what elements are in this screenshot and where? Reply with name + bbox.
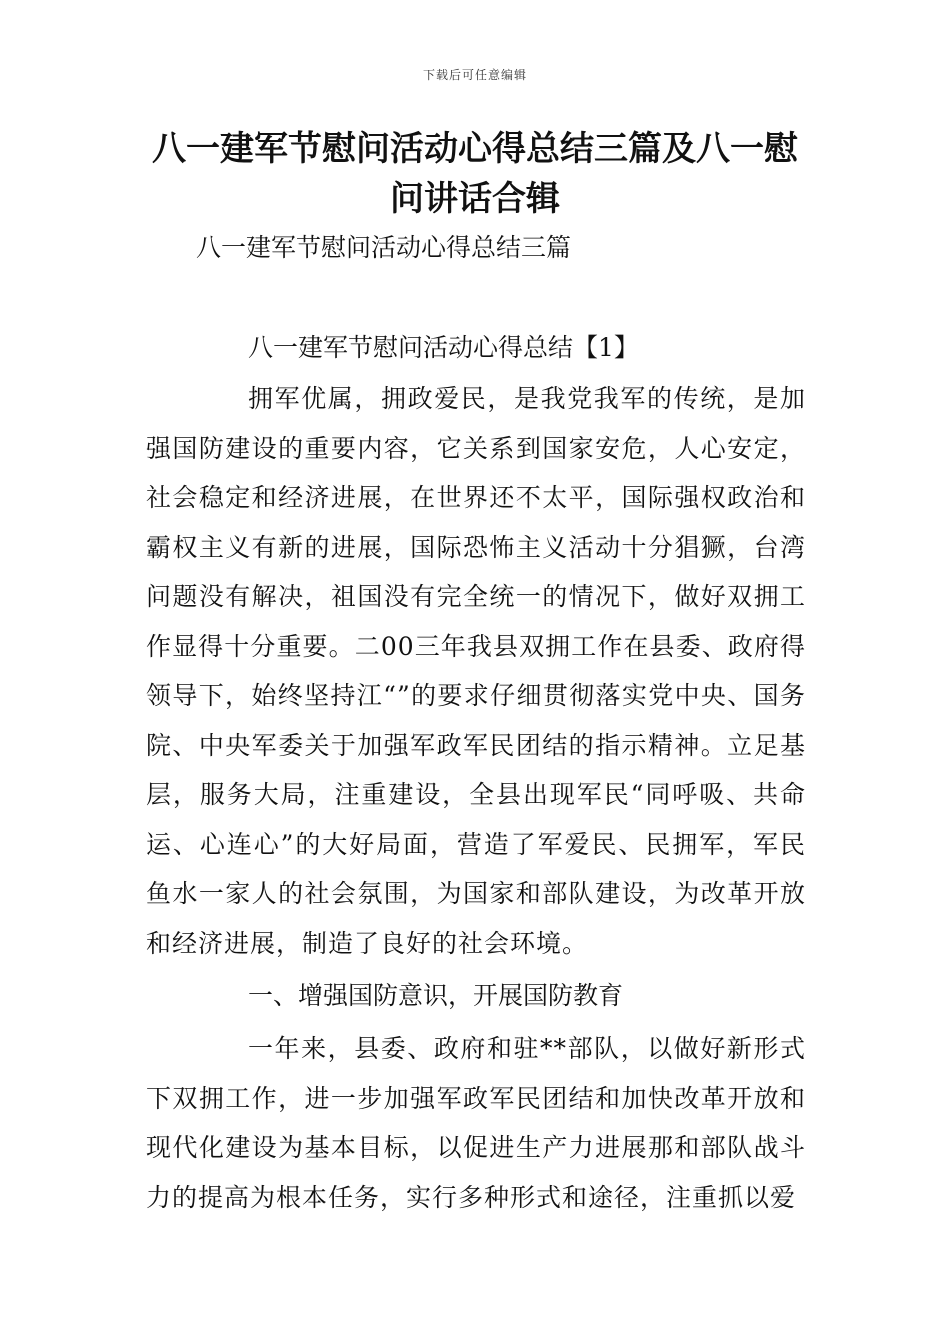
section-heading-2: 一、增强国防意识，开展国防教育 [248,981,624,1010]
document-subtitle: 八一建军节慰问活动心得总结三篇 [196,233,572,262]
body-paragraph-1: 拥军优属，拥政爱民，是我党我军的传统，是加强国防建设的重要内容，它关系到国家安危，人心安定，社会稳定和经济进展，在世界还不太平，国际强权政治和霸权主义有新的进展，国际恐怖主义活动十分猖獗，台湾问题没有解决，祖国没有完全统一的情况下，做好双拥工作显得十分重要。二00三年我县双拥工作在县委、政府得领导下，始终坚持江“”的要求仔细贯彻落实党中央、国务院、中央军委关于加强军政军民团结的指示精神。立足基层，服务大局，注重建设，全县出现军民“同呼吸、共命运、心连心”的大好局面，营造了军爱民、民拥军，军民鱼水一家人的社会氛围，为国家和部队建设，为改革开放和经济进展，制造了良好的社会环境。 [146,384,806,958]
section-heading-1: 八一建军节慰问活动心得总结【1】 [248,333,639,362]
document-title: 八一建军节慰问活动心得总结三篇及八一慰问讲话合辑 [152,129,798,219]
header-note: 下载后可任意编辑 [422,68,527,82]
body-paragraph-2: 一年来，县委、政府和驻**部队，以做好新形式下双拥工作，进一步加强军政军民团结和加快改革开放和现代化建设为基本目标，以促进生产力进展那和部队战斗力的提高为根本任务，实行多种形式和途径，注重抓以爱 [146,1034,806,1212]
